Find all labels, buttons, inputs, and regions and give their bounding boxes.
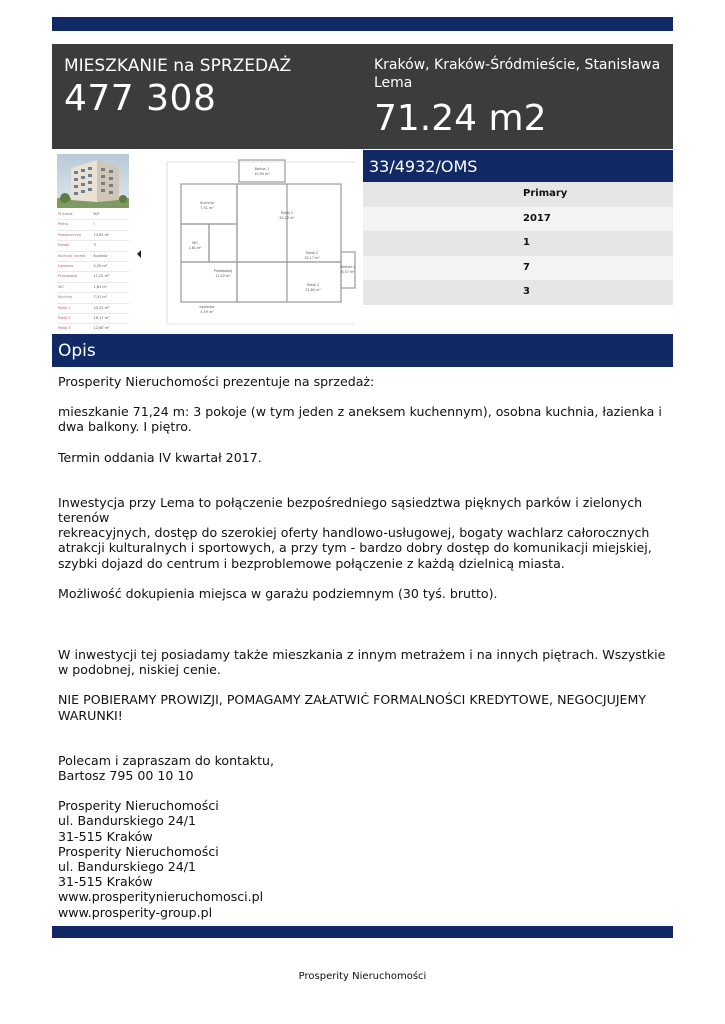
description-paragraph: NIE POBIERAMY PROWIZJI, POMAGAMY ZAŁATWIĆ FORMALNOŚCI KREDYTOWE, NEGOCJUJEMY WARUNKI!	[58, 692, 647, 723]
spec-row	[57, 252, 129, 262]
description-paragraph: W inwestycji tej posiadamy także mieszkania z innym metrażem i na innych piętrach. Wszystkie w podobnej, niskiej cenie.	[58, 647, 666, 678]
detail-floors-total: 7	[363, 256, 673, 281]
spec-row	[57, 293, 129, 303]
spec-key: Łazienka	[58, 263, 74, 268]
reference-bar	[363, 150, 673, 182]
spec-value: I	[93, 222, 95, 227]
offer-type: MIESZKANIE na SPRZEDAŻ	[64, 56, 292, 76]
spec-row	[57, 231, 129, 241]
description-paragraph: Prosperity Nieruchomości prezentuje na sprzedaż:	[58, 374, 375, 389]
spec-value: 1,81 m²	[93, 284, 108, 289]
listing-header	[52, 44, 673, 149]
plan-area: 6,57 m²	[341, 270, 355, 274]
spec-row	[57, 220, 129, 230]
spec-value: B/3	[93, 212, 100, 216]
spec-row	[57, 210, 129, 220]
plan-area: 11,02 m²	[215, 274, 231, 278]
description-paragraph: mieszkanie 71,24 m: 3 pokoje (w tym jeden z aneksem kuchennym), osobna kuchnia, łazienka i dwa balkony. I piętro.	[58, 404, 662, 435]
spec-key: Pokój 2	[58, 315, 71, 320]
spec-row	[57, 262, 129, 272]
spec-row	[57, 272, 129, 282]
plan-area: 4,59 m²	[200, 310, 214, 314]
spec-row	[57, 241, 129, 251]
spec-value: 12,80 m²	[93, 326, 110, 331]
spec-row	[57, 283, 129, 293]
footer-text: Prosperity Nieruchomości	[298, 971, 427, 982]
location: Kraków, Kraków-Śródmieście, Stanisława Lema	[374, 57, 661, 91]
spec-key: Przedpokój	[58, 274, 78, 279]
spec-key: Pokój 1	[58, 305, 71, 310]
spec-value: 4,59 m²	[93, 263, 108, 268]
spec-row	[57, 304, 129, 314]
plan-label-wc: WC	[192, 241, 198, 245]
plan-area: 12,80 m²	[305, 288, 321, 292]
header-left	[64, 56, 291, 119]
spec-key: Powierzchnia	[58, 232, 81, 237]
description-section-header	[52, 334, 673, 367]
description-paragraph: Możliwość dokupienia miejsca w garażu podziemnym (30 tyś. brutto).	[58, 585, 498, 601]
spec-table	[57, 210, 129, 332]
detail-floor: 1	[363, 231, 673, 256]
plan-label-balkon1: Balkon 1	[254, 167, 270, 171]
contact-paragraph: Polecam i zapraszam do kontaktu, Bartosz 795 00 10 10	[58, 752, 274, 784]
plan-area: 10,90 m²	[254, 172, 270, 176]
company-address: Prosperity Nieruchomości ul. Bandurskiego 24/1 31-515 Kraków Prosperity Nieruchomości ul. Bandurskiego 24/1 31-515 Kraków www.prosperitynieruchomosci.pl www.prosperity-group.pl	[58, 798, 264, 920]
plan-area: 16,17 m²	[304, 256, 320, 260]
spec-row	[57, 324, 129, 332]
plan-label-pokoj3: Pokój 3	[306, 283, 320, 287]
description-paragraph: Inwestycja przy Lema to połączenie bezpośredniego sąsiedztwa pięknych parków i zielonych terenów rekreacyjnych, dostęp do szerokiej oferty handlowo-usługowej, bogaty wachlarz całorocznych atrakcji kulturalnych i sportowych, a przy tym - bardzo dobry dostęp do komunikacji miejskiej, szybki dojazd do centrum i bezproblemowe połączenie z każdą dzielnicą miasta.	[58, 494, 652, 571]
plan-label-lazienka: Łazienka	[199, 305, 215, 309]
listing-reference: 33/4932/OMS	[369, 157, 478, 176]
floor-plan-image	[52, 150, 362, 332]
details-list	[363, 182, 673, 305]
bottom-accent-bar	[52, 926, 673, 938]
spec-value: 11,02 m²	[93, 274, 110, 279]
spec-value: Kuchnia	[93, 253, 108, 258]
plan-label-balkon2: Balkon 2	[340, 265, 356, 269]
spec-key: Pokój 3	[58, 326, 71, 331]
spec-value: 20,22 m²	[93, 305, 110, 310]
description-paragraph: Termin oddania IV kwartał 2017.	[58, 449, 262, 465]
plan-label-kuchnia: Kuchnia	[200, 201, 214, 205]
spec-key: M /Ident.	[58, 212, 74, 216]
spec-value: 16,17 m²	[93, 315, 110, 320]
plan-area: 1,81 m²	[188, 246, 202, 250]
header-right	[374, 56, 664, 139]
description-body	[58, 374, 670, 920]
spec-key: Kuchnia / aneks	[58, 253, 86, 258]
spec-value: 7,51 m²	[93, 295, 108, 300]
spec-row	[57, 314, 129, 324]
spec-value: 74,83 m²	[93, 232, 110, 237]
plan-label-pokoj2: Pokój 2	[305, 251, 319, 255]
floor-plan-drawing	[137, 158, 357, 328]
spec-key: WC	[58, 284, 64, 289]
price: 477 308	[64, 78, 217, 119]
building-render	[57, 154, 129, 208]
plan-label-pokoj1: Pokój 1	[280, 211, 294, 215]
spec-key: Kuchnia	[58, 295, 72, 300]
plan-area: 7,51 m²	[200, 206, 214, 210]
spec-key: Piętro	[58, 222, 69, 227]
detail-market: Primary	[363, 182, 673, 207]
building-illustration	[57, 154, 129, 208]
plan-label-przedpokoj: Przedpokój	[213, 269, 233, 273]
spec-value: 3	[93, 243, 96, 248]
area: 71.24 m2	[374, 98, 547, 139]
plan-area: 20,22 m²	[279, 216, 295, 220]
spec-key: Pokoje	[58, 243, 70, 248]
top-accent-bar	[52, 17, 673, 31]
section-title: Opis	[58, 341, 96, 361]
detail-year: 2017	[363, 207, 673, 232]
detail-rooms: 3	[363, 280, 673, 305]
